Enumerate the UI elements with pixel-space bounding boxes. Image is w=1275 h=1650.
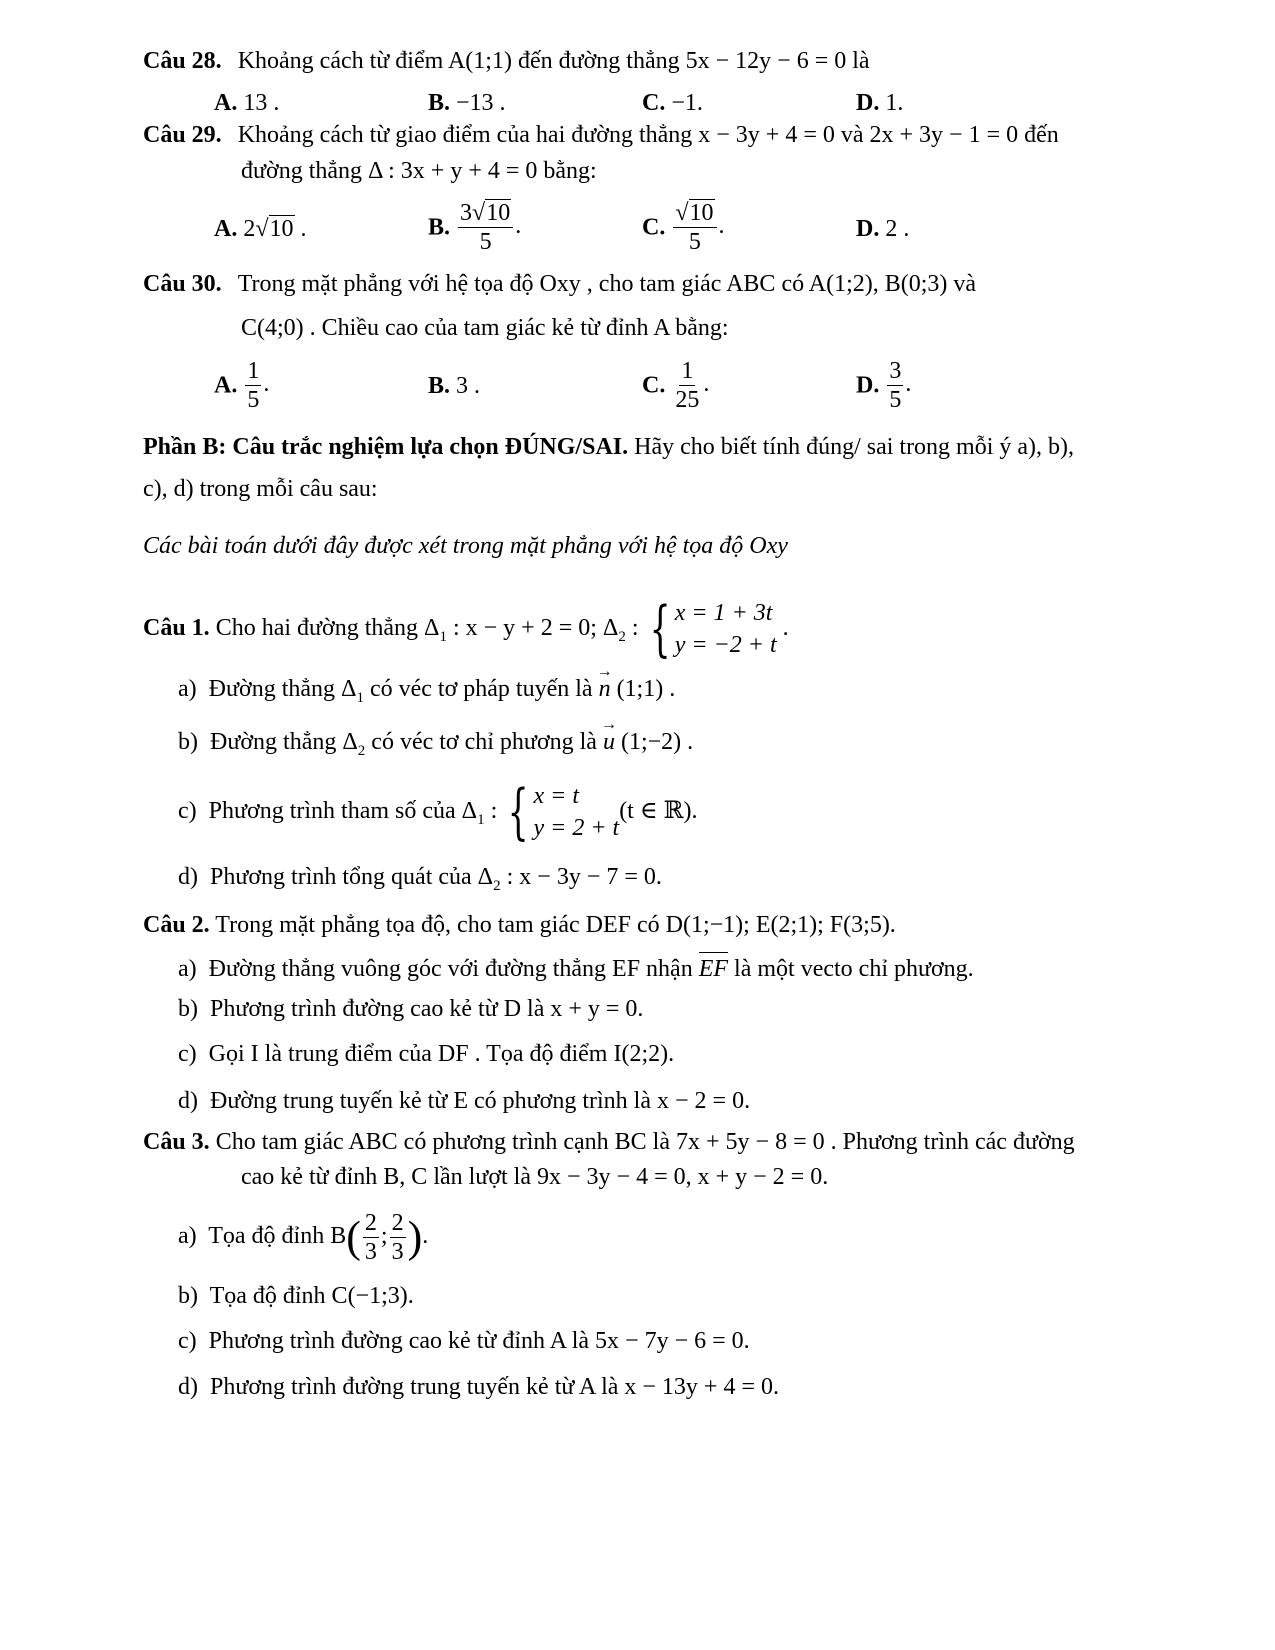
option-d: D. $\frac{3}{5}$ . — [856, 358, 912, 413]
question-stem: Khoảng cách từ giao điểm của hai đường thẳng x − 3y + 4 = 0 và 2x + 3y − 1 = 0 đến — [237, 122, 1059, 148]
part-b-heading — [143, 433, 1074, 461]
statement-b: b) Đường thẳng $\Delta_2$ có véc tơ chỉ phương là → u (1;−2) . — [178, 728, 693, 765]
question-label: Câu 28. — [143, 48, 222, 74]
option-b: B. −13 . — [428, 90, 506, 116]
statement-c: c) Gọi I là trung điểm của DF . Tọa độ điểm I(2;2). — [178, 1041, 675, 1067]
question-29 — [143, 121, 1059, 149]
option-d: D. 2 . — [856, 216, 910, 242]
question-label: Câu 2. — [143, 912, 210, 938]
tf-question-2: Câu 2. Trong mặt phẳng tọa độ, cho tam giác DEF có D(1;−1); E(2;1); F(3;5). — [143, 912, 896, 938]
option-c: C. $\frac{√10}{5}$ . — [642, 200, 725, 255]
option-a: A. 2√10 . — [214, 216, 307, 242]
statement-d: d) Đường trung tuyến kẻ từ E có phương trình là x − 2 = 0. — [178, 1088, 751, 1114]
question-28 — [143, 47, 870, 75]
question-stem: Trong mặt phẳng với hệ tọa độ Oxy , cho tam giác ABC có A(1;2), B(0;3) và — [237, 271, 977, 297]
question-label: Câu 30. — [143, 271, 222, 297]
question-stem-cont: đường thẳng Δ : 3x + y + 4 = 0 bằng: — [241, 158, 597, 184]
option-c: C. −1. — [642, 90, 703, 116]
statement-b: b) Phương trình đường cao kẻ từ D là x + y = 0. — [178, 996, 644, 1022]
question-30 — [143, 270, 976, 298]
question-label: Câu 29. — [143, 122, 222, 148]
statement-d: d) Phương trình tổng quát của $\Delta_2$ : x − 3y − 7 = 0. — [178, 864, 662, 894]
statement-a: a) Tọa độ đỉnh B( $\frac{2}{3}$ ; $\frac{2}{3}$ ). — [178, 1209, 429, 1265]
option-a: A. 13 . — [214, 90, 280, 116]
statement-a: a) Đường thẳng $\Delta_1$ có véc tơ pháp tuyến là → n (1;1) . — [178, 675, 675, 712]
option-c: C. $\frac{1}{25}$ . — [642, 358, 710, 413]
statement-a: a) Đường thẳng vuông góc với đường thẳng EF nhận EF là một vecto chỉ phương. — [178, 956, 974, 982]
statement-d: d) Phương trình đường trung tuyến kẻ từ A là x − 13y + 4 = 0. — [178, 1374, 779, 1400]
tf-question-3: Câu 3. Cho tam giác ABC có phương trình cạnh BC là 7x + 5y − 8 = 0 . Phương trình các đường — [143, 1129, 1075, 1155]
statement-b: b) Tọa độ đỉnh C(−1;3). — [178, 1283, 414, 1309]
option-b: B. $\frac{3√10}{5}$ . — [428, 200, 522, 255]
statement-c: c) Phương trình tham số của $\Delta_1$ : { x = t y = 2 + t (t ∈ ℝ). — [178, 777, 698, 848]
question-stem-cont: C(4;0) . Chiều cao của tam giác kẻ từ đỉnh A bằng: — [241, 315, 729, 341]
tf-question-1: Câu 1. Cho hai đường thẳng $\Delta_1$ : x − y + 2 = 0; $\Delta_2$ : { x = 1 + 3t y = −2 + t . — [143, 594, 789, 665]
option-b: B. 3 . — [428, 373, 481, 399]
statement-c: c) Phương trình đường cao kẻ từ đỉnh A là 5x − 7y − 6 = 0. — [178, 1328, 750, 1354]
question-label: Câu 3. — [143, 1129, 210, 1155]
part-b-instruction: Hãy cho biết tính đúng/ sai trong mỗi ý a), b), — [634, 434, 1075, 460]
question-stem-cont: cao kẻ từ đỉnh B, C lần lượt là 9x − 3y − 4 = 0, x + y − 2 = 0. — [241, 1164, 829, 1190]
question-stem: Khoảng cách từ điểm A(1;1) đến đường thẳng 5x − 12y − 6 = 0 là — [237, 48, 870, 74]
part-b-intro: Các bài toán dưới đây được xét trong mặt phẳng với hệ tọa độ Oxy — [143, 533, 788, 559]
option-a: A. $\frac{1}{5}$ . — [214, 358, 270, 413]
part-b-title: Phần B: Câu trắc nghiệm lựa chọn ĐÚNG/SAI. — [143, 434, 629, 460]
option-d: D. 1. — [856, 90, 904, 116]
question-label: Câu 1. — [143, 615, 210, 641]
part-b-instruction-cont: c), d) trong mỗi câu sau: — [143, 476, 378, 502]
